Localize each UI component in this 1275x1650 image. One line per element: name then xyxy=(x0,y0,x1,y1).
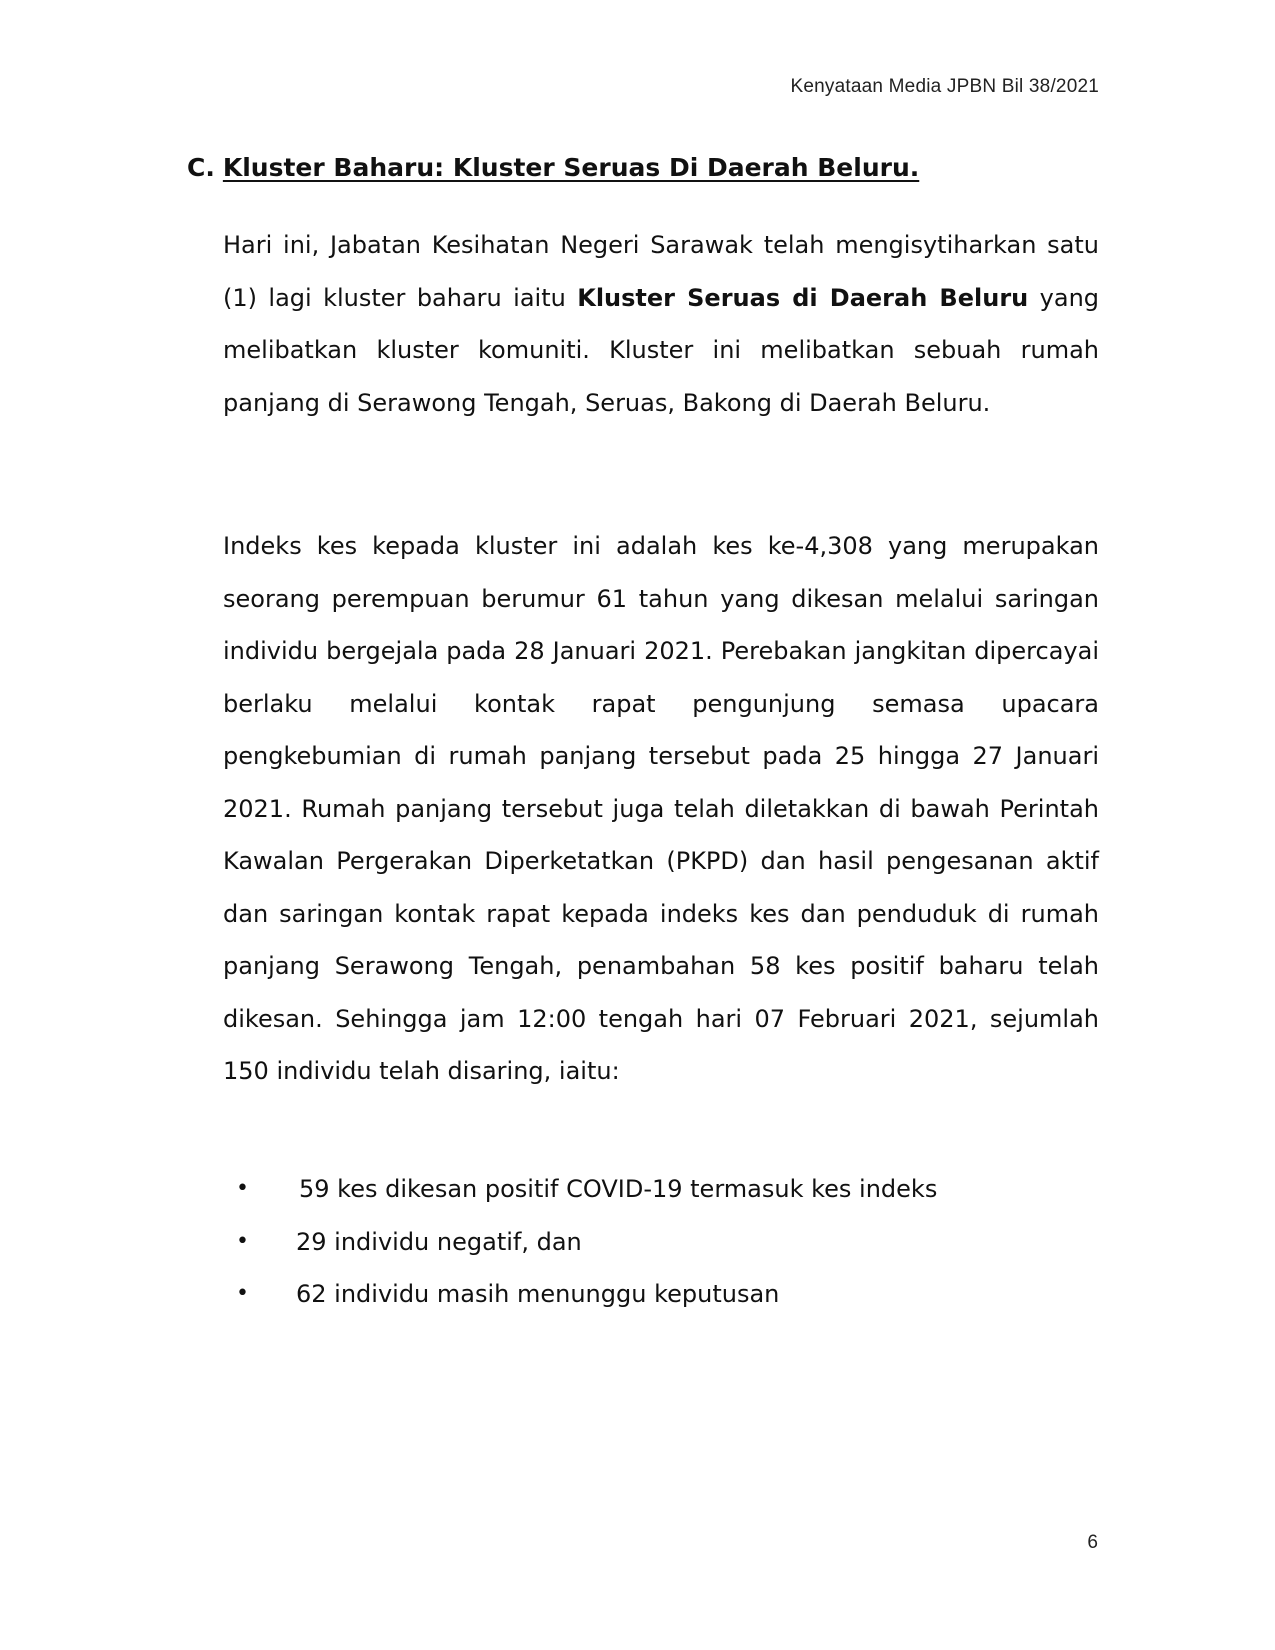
section-title: Kluster Baharu: Kluster Seruas Di Daerah Beluru. xyxy=(222,153,920,182)
list-item xyxy=(236,1268,937,1321)
paragraph-index-case: Indeks kes kepada kluster ini adalah kes ke-4,308 yang merupakan seorang perempuan berumur 61 tahun yang dikesan melalui saringan individu bergejala pada 28 Januari 2021. Perebakan jangkitan dipercayai berlaku melalui kontak rapat pengunjung semasa upacara pengkebumian di rumah panjang tersebut pada 25 hingga 27 Januari 2021. Rumah panjang tersebut juga telah diletakkan di bawah Perintah Kawalan Pergerakan Diperketatkan (PKPD) dan hasil pengesanan aktif dan saringan kontak rapat kepada indeks kes dan penduduk di rumah panjang Serawong Tengah, penambahan 58 kes positif baharu telah dikesan. Sehingga jam 12:00 tengah hari 07 Februari 2021, sejumlah 150 individu telah disaring, iaitu: xyxy=(223,532,1099,1085)
page-number: 6 xyxy=(1087,1532,1098,1553)
list-item-text: 59 kes dikesan positif COVID-19 termasuk kes indeks xyxy=(299,1175,938,1203)
section-heading xyxy=(187,153,919,182)
cluster-name-bold: Kluster Seruas di Daerah Beluru xyxy=(577,283,1029,312)
bullet-icon: • xyxy=(236,1281,249,1306)
list-item-text: 62 individu masih menunggu keputusan xyxy=(296,1280,780,1308)
section-letter: C. xyxy=(187,153,215,182)
list-item xyxy=(236,1163,937,1216)
bullet-icon: • xyxy=(236,1228,249,1254)
paragraph-1-text-start: Hari ini, Jabatan Kesihatan Negeri Sarawak telah mengisytiharkan satu (1) lagi kluster baharu iaitu xyxy=(223,231,1099,312)
list-item xyxy=(236,1216,937,1269)
list-item-text: 29 individu negatif, dan xyxy=(296,1227,582,1256)
paragraph-1-text-end: yang melibatkan kluster komuniti. Kluster ini melibatkan sebuah rumah panjang di Serawong Tengah, Seruas, Bakong di Daerah Beluru. xyxy=(223,283,1100,417)
bullet-icon: • xyxy=(236,1176,249,1201)
paragraph-announcement xyxy=(223,219,1099,429)
screening-results-list xyxy=(236,1163,937,1321)
running-header: Kenyataan Media JPBN Bil 38/2021 xyxy=(790,76,1099,97)
